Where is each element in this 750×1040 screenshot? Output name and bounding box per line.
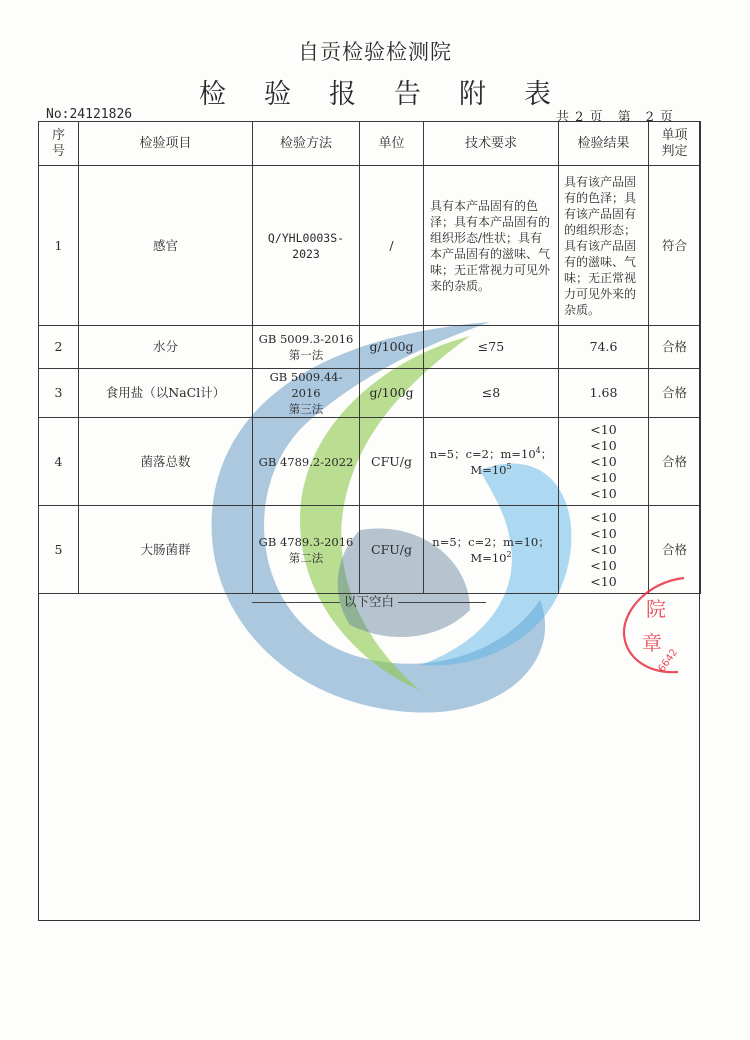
page-count: 共 2 页 第 2 页	[556, 110, 674, 125]
institution-name: 自贡检验检测院	[298, 40, 452, 64]
cell-no: 3	[39, 369, 79, 418]
document-title: 检验报告附表	[199, 79, 589, 110]
col-header-item: 检验项目	[79, 122, 253, 166]
svg-text:章: 章	[642, 631, 662, 655]
cell-no: 2	[39, 326, 79, 369]
col-header-unit: 单位	[360, 122, 424, 166]
cell-method: Q/YHL0003S-2023	[253, 166, 360, 326]
method-clause: 第一法	[288, 348, 324, 362]
results-table	[38, 121, 701, 594]
method-standard: GB 5009.3-2016	[258, 332, 354, 346]
cell-method	[253, 369, 360, 418]
cell-item: 菌落总数	[79, 418, 253, 506]
cell-item: 感官	[79, 166, 253, 326]
cell-requirement: ≤8	[424, 369, 559, 418]
col-header-no: 序号	[39, 122, 79, 166]
cell-verdict: 合格	[649, 506, 701, 594]
requirement-line: n=5；c=2；m=10；	[432, 534, 550, 549]
cell-result: 具有该产品固有的色泽；具有该产品固有的组织形态；具有该产品固有的滋味、气味；无正常视力可见外来的杂质。	[559, 166, 649, 326]
cell-verdict: 符合	[649, 166, 701, 326]
requirement-line: $M=10^5$	[470, 461, 512, 477]
table-header-row	[39, 122, 701, 166]
table-row	[39, 418, 701, 506]
svg-text:6642: 6642	[656, 647, 681, 675]
cell-result: 74.6	[559, 326, 649, 369]
cell-method	[253, 326, 360, 369]
cell-requirement: ≤75	[424, 326, 559, 369]
requirement-line: n=5；c=2；$m=10^4$；	[429, 445, 553, 461]
col-header-verdict: 单项判定	[649, 122, 701, 166]
method-standard: GB 4789.3-2016	[258, 534, 354, 549]
official-seal-icon	[598, 570, 698, 680]
cell-unit: g/100g	[360, 369, 424, 418]
cell-item: 食用盐（以NaCl计）	[79, 369, 253, 418]
blank-below-note: 以下空白	[38, 592, 700, 610]
col-header-method: 检验方法	[253, 122, 360, 166]
cell-unit: CFU/g	[360, 506, 424, 594]
svg-text:院: 院	[646, 597, 666, 621]
cell-requirement	[424, 506, 559, 594]
cell-result: <10 <10 <10 <10 <10	[559, 506, 649, 594]
cell-item: 水分	[79, 326, 253, 369]
cell-no: 4	[39, 418, 79, 506]
method-clause: 第三法	[288, 402, 324, 416]
cell-result: <10 <10 <10 <10 <10	[559, 418, 649, 506]
cell-result: 1.68	[559, 369, 649, 418]
table-row	[39, 166, 701, 326]
cell-verdict: 合格	[649, 369, 701, 418]
col-header-requirement: 技术要求	[424, 122, 559, 166]
cell-method: GB 4789.2-2022	[253, 418, 360, 506]
col-header-result: 检验结果	[559, 122, 649, 166]
cell-unit: g/100g	[360, 326, 424, 369]
requirement-line: $M=10^2$	[470, 549, 512, 565]
cell-method	[253, 506, 360, 594]
cell-no: 1	[39, 166, 79, 326]
cell-unit: CFU/g	[360, 418, 424, 506]
table-row	[39, 369, 701, 418]
cell-no: 5	[39, 506, 79, 594]
method-clause: 第二法	[288, 550, 324, 565]
cell-requirement	[424, 418, 559, 506]
report-number: No:24121826	[46, 107, 133, 122]
cell-verdict: 合格	[649, 418, 701, 506]
method-standard: GB 5009.44-2016	[269, 370, 343, 400]
cell-item: 大肠菌群	[79, 506, 253, 594]
table-row	[39, 326, 701, 369]
cell-unit: /	[360, 166, 424, 326]
cell-verdict: 合格	[649, 326, 701, 369]
cell-requirement: 具有本产品固有的色泽；具有本产品固有的组织形态/性状；具有本产品固有的滋味、气味；无正常视力可见外来的杂质。	[424, 166, 559, 326]
